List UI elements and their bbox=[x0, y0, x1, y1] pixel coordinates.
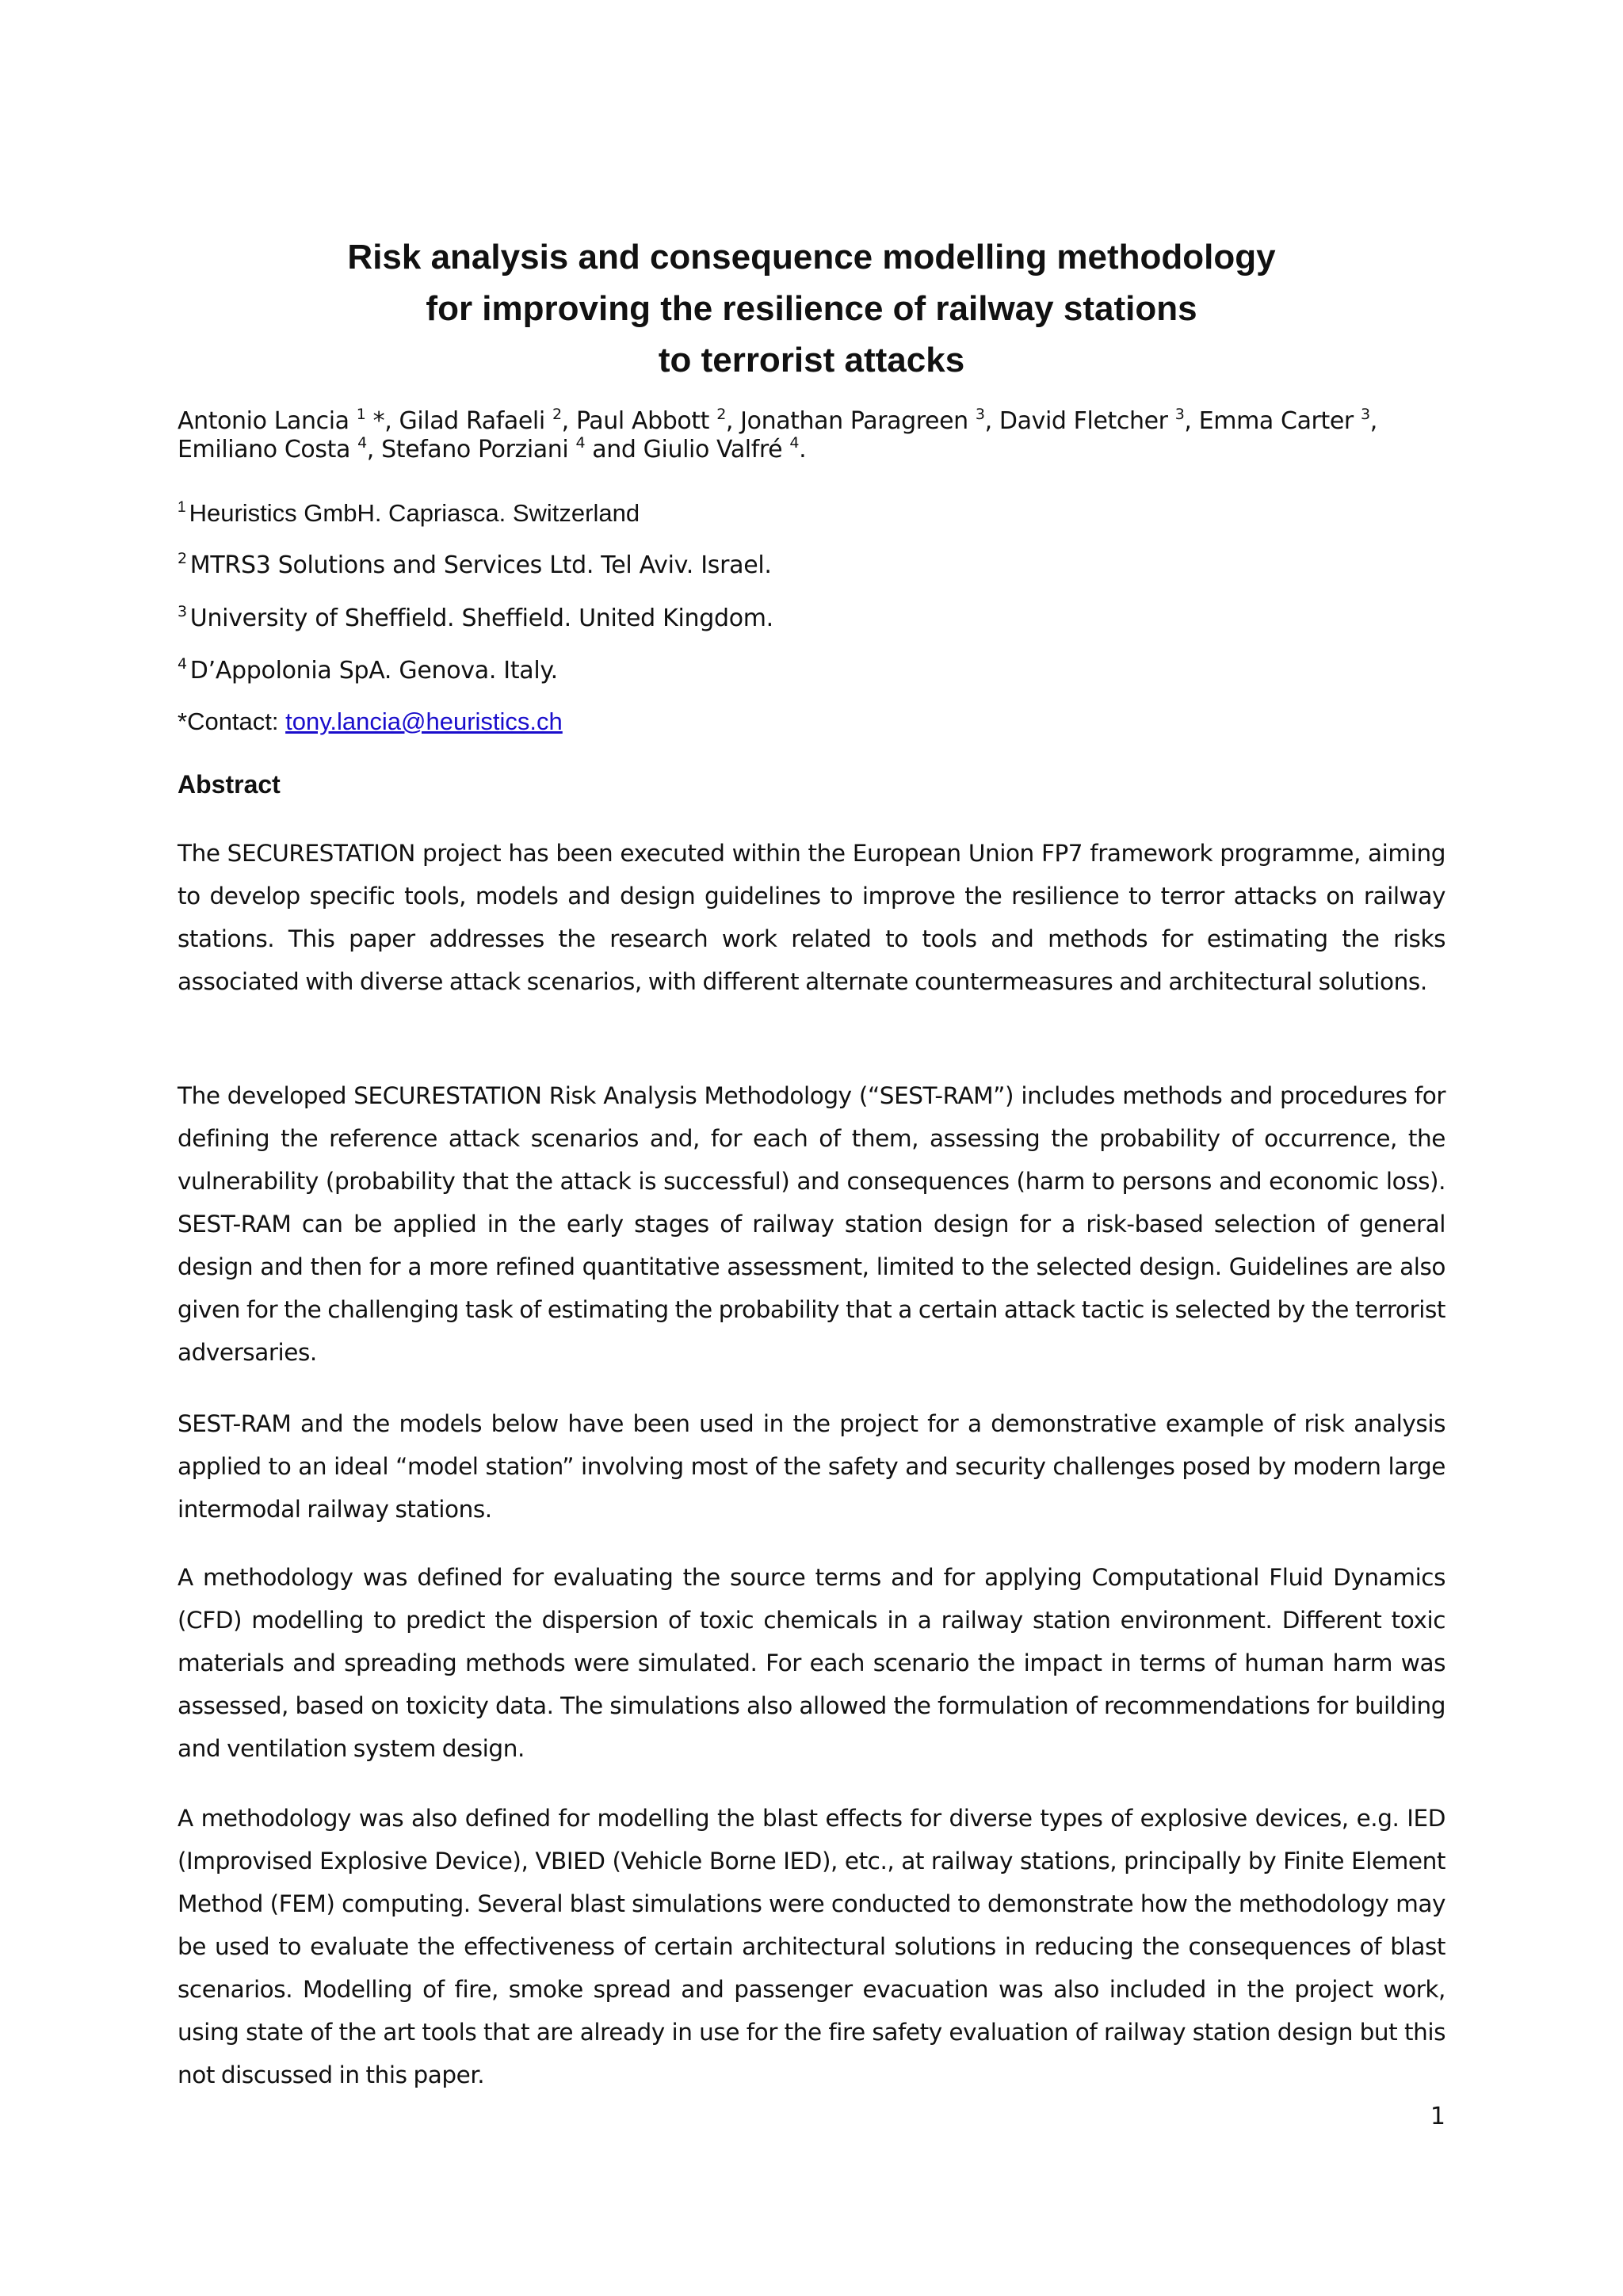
author: Gilad Rafaeli $^2$, bbox=[399, 406, 576, 435]
contact-label: *Contact: bbox=[178, 707, 286, 735]
author: Paul Abbott $^2$, bbox=[575, 406, 741, 435]
title-line-3: to terrorist attacks bbox=[658, 341, 965, 379]
abstract-paragraph-2: The developed SECURESTATION Risk Analysis Methodology (“SEST-RAM”) includes methods and procedures for defining the reference attack scenarios and, for each of them, assessing the probability of occurrence, the vulnerability (probability that the attack is successful) and consequences (harm to persons and economic loss). SEST-RAM can be applied in the early stages of railway station design for a risk-based selection of general design and then for a more refined quantitative assessment, limited to the selected design. Guidelines are also given for the challenging task of estimating the probability that a certain attack tactic is selected by the terrorist adversaries. bbox=[178, 1082, 1445, 1366]
author: Antonio Lancia $^1$ *, bbox=[178, 406, 399, 435]
page-number: 1 bbox=[1430, 2103, 1445, 2130]
author: David Fletcher $^3$, bbox=[999, 406, 1199, 435]
affiliation-4: $^4$ D’Appolonia SpA. Genova. Italy. bbox=[178, 655, 558, 685]
abstract-paragraph-4: A methodology was defined for evaluating the source terms and for applying Computational Fluid Dynamics (CFD) modelling to predict the dispersion of toxic chemicals in a railway station environment. Different toxic materials and spreading methods were simulated. For each scenario the impact in terms of human harm was assessed, based on toxicity data. The simulations also allowed the formulation of recommendations for building and ventilation system design. bbox=[178, 1564, 1445, 1762]
abstract-paragraph-5: A methodology was also defined for modelling the blast effects for diverse types of explosive devices, e.g. IED (Improvised Explosive Device), VBIED (Vehicle Borne IED), etc., at railway stations, principally by Finite Element Method (FEM) computing. Several blast simulations were conducted to demonstrate how the methodology may be used to evaluate the effectiveness of certain architectural solutions in reducing the consequences of blast scenarios. Modelling of fire, smoke spread and passenger evacuation was also included in the project work, using state of the art tools that are already in use for the fire safety evaluation of railway station design but this not discussed in this paper. bbox=[178, 1805, 1445, 2088]
author: Emma Carter $^3$, bbox=[1198, 406, 1377, 435]
abstract-heading: Abstract bbox=[178, 770, 281, 799]
title-line-1: Risk analysis and consequence modelling methodology bbox=[347, 238, 1276, 277]
author: Emiliano Costa $^4$, bbox=[178, 434, 382, 463]
author: Giulio Valfré $^4$. bbox=[643, 434, 807, 463]
affiliation-1: $^1$ Heuristics GmbH. Capriasca. Switzerland bbox=[178, 499, 640, 527]
affiliation-2: $^2$ MTRS3 Solutions and Services Ltd. Tel Aviv. Israel. bbox=[178, 550, 772, 579]
contact-line bbox=[178, 706, 563, 738]
affiliation-3: $^3$ University of Sheffield. Sheffield. United Kingdom. bbox=[178, 603, 773, 632]
abstract-paragraph-1: The SECURESTATION project has been executed within the European Union FP7 framework programme, aiming to develop specific tools, models and design guidelines to improve the resilience to terror attacks on railway stations. This paper addresses the research work related to tools and methods for estimating the risks associated with diverse attack scenarios, with different alternate countermeasures and architectural solutions. bbox=[178, 840, 1445, 995]
paper-title bbox=[178, 231, 1445, 386]
author: Jonathan Paragreen $^3$, bbox=[740, 406, 999, 435]
contact-email-link[interactable]: tony.lancia@heuristics.ch bbox=[285, 707, 563, 735]
author: Stefano Porziani $^4$ and bbox=[381, 434, 643, 463]
title-line-2: for improving the resilience of railway stations bbox=[426, 289, 1197, 328]
author-list bbox=[178, 407, 1445, 464]
abstract-paragraph-3: SEST-RAM and the models below have been used in the project for a demonstrative example of risk analysis applied to an ideal “model station” involving most of the safety and security challenges posed by modern large intermodal railway stations. bbox=[178, 1410, 1445, 1523]
